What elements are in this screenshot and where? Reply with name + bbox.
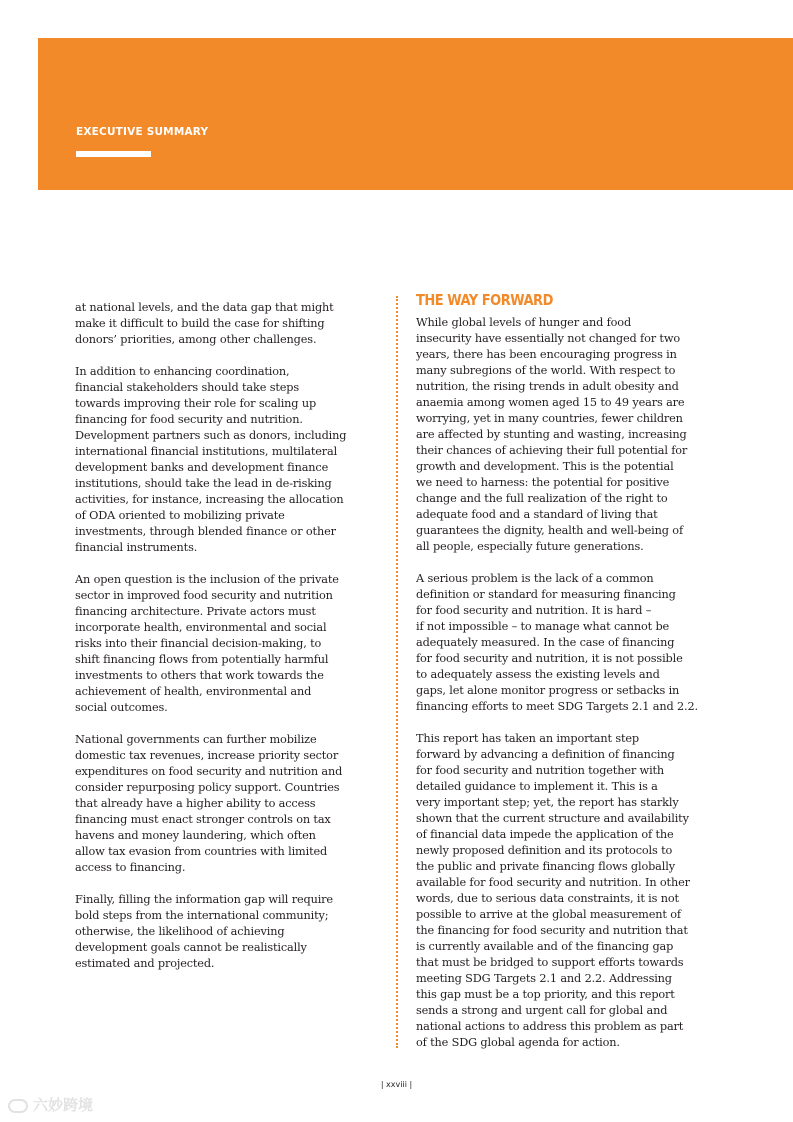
- body-paragraph: National governments can further mobilize domestic tax revenues, increase priority sector expenditures on food security and nutrition and consider repurposing policy support. Countries that already have a higher ability to access financing must enact stronger controls on tax havens and money laundering, which often allow tax evasion from countries with limited access to financing.: [75, 733, 343, 874]
- page-number: | xxviii |: [380, 1080, 413, 1089]
- column-divider: [396, 296, 398, 1048]
- body-paragraph: Finally, filling the information gap will require bold steps from the international community; otherwise, the likelihood of achieving development goals cannot be realistically estimated and projected.: [75, 893, 333, 970]
- section-label-underline: [76, 151, 151, 157]
- body-paragraph: This report has taken an important step forward by advancing a definition of financing for food security and nutrition together with detailed guidance to implement it. This is a very important step; yet, the report has starkly shown that the current structure and availability of financial data impede the application of the newly proposed definition and its protocols to the public and private financing flows globally available for food security and nutrition. In other words, due to serious data constraints, it is not possible to arrive at the global measurement of the financing for food security and nutrition that is currently available and of the financing gap that must be bridged to support efforts towards meeting SDG Targets 2.1 and 2.2. Addressing this gap must be a top priority, and this report sends a strong and urgent call for global and national actions to address this problem as part of the SDG global agenda for action.: [416, 732, 690, 1049]
- body-paragraph: While global levels of hunger and food insecurity have essentially not changed for two years, there has been encouraging progress in many subregions of the world. With respect to nutrition, the rising trends in adult obesity and anaemia among women aged 15 to 49 years are worrying, yet in many countries, fewer children are affected by stunting and wasting, increasing their chances of achieving their full potential for growth and development. This is the potential we need to harness: the potential for positive change and the full realization of the right to adequate food and a standard of living that guarantees the dignity, health and well-being of all people, especially future generations.: [416, 316, 688, 553]
- body-paragraph: In addition to enhancing coordination, financial stakeholders should take steps towards improving their role for scaling up financing for food security and nutrition. Development partners such as donors, including international financial institutions, multilateral development banks and development finance institutions, should take the lead in de-risking activities, for instance, increasing the allocation of ODA oriented to mobilizing private investments, through blended finance or other financial instruments.: [75, 365, 347, 554]
- section-label: EXECUTIVE SUMMARY: [76, 126, 209, 138]
- watermark-text: 六妙跨境: [33, 1096, 94, 1114]
- watermark-logo-icon: [8, 1099, 28, 1113]
- right-column: [416, 291, 716, 1067]
- section-heading: THE WAY FORWARD: [416, 291, 553, 309]
- body-paragraph: A serious problem is the lack of a common definition or standard for measuring financing for food security and nutrition. It is hard – if not impossible – to manage what cannot be adequately measured. In the case of financing for food security and nutrition, it is not possible to adequately assess the existing levels and gaps, let alone monitor progress or setbacks in financing efforts to meet SDG Targets 2.1 and 2.2.: [416, 572, 698, 713]
- body-paragraph: at national levels, and the data gap that might make it difficult to build the case for shifting donors’ priorities, among other challenges.: [75, 301, 334, 346]
- body-paragraph: An open question is the inclusion of the private sector in improved food security and nutrition financing architecture. Private actors must incorporate health, environmental and social risks into their financial decision-making, to shift financing flows from potentially harmful investments to others that work towards the achievement of health, environmental and social outcomes.: [75, 573, 339, 714]
- left-column: [75, 300, 375, 988]
- header-banner: [38, 38, 793, 190]
- watermark: [8, 1094, 93, 1115]
